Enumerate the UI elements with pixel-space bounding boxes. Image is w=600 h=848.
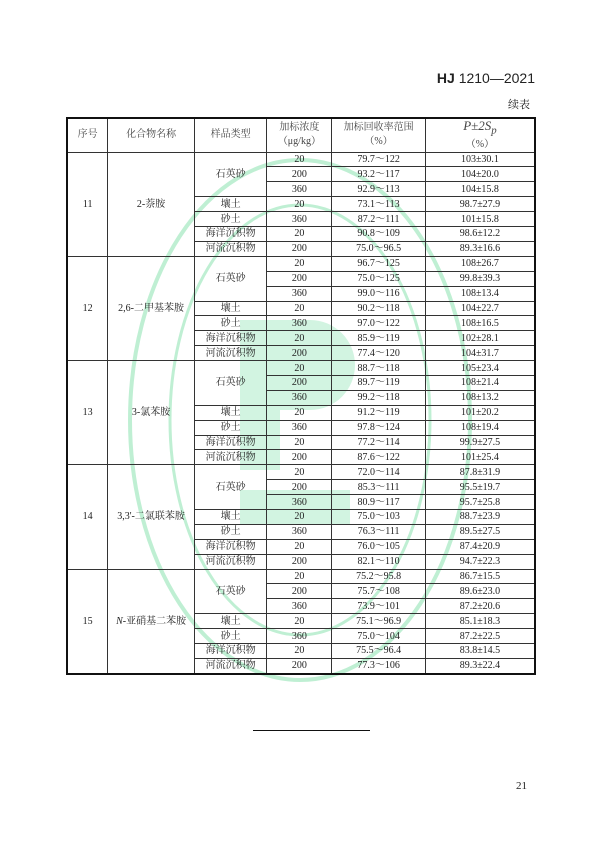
cell-concentration: 200 <box>267 450 332 465</box>
cell-recovery-range: 75.1～96.9 <box>332 614 426 629</box>
cell-concentration: 20 <box>267 361 332 376</box>
cell-concentration: 360 <box>267 182 332 197</box>
cell-mean-recovery: 108±13.4 <box>425 286 535 301</box>
cell-sample-type: 河流沉积物 <box>194 450 267 465</box>
cell-sample-type: 河流沉积物 <box>194 346 267 361</box>
table-row <box>67 569 535 584</box>
cell-concentration: 20 <box>267 569 332 584</box>
cell-mean-recovery: 95.5±19.7 <box>425 480 535 495</box>
cell-concentration: 200 <box>267 658 332 673</box>
table-row <box>67 361 535 376</box>
cell-mean-recovery: 89.6±23.0 <box>425 584 535 599</box>
cell-mean-recovery: 98.6±12.2 <box>425 227 535 242</box>
cell-mean-recovery: 87.2±20.6 <box>425 599 535 614</box>
cell-mean-recovery: 101±15.8 <box>425 212 535 227</box>
cell-sample-type: 壤土 <box>194 301 267 316</box>
cell-recovery-range: 77.2～114 <box>332 435 426 450</box>
cell-mean-recovery: 89.3±22.4 <box>425 658 535 673</box>
col-concentration: 加标浓度 （μg/kg） <box>267 118 332 152</box>
cell-recovery-range: 92.9～113 <box>332 182 426 197</box>
cell-recovery-range: 73.1～113 <box>332 197 426 212</box>
cell-mean-recovery: 87.8±31.9 <box>425 465 535 480</box>
cell-mean-recovery: 105±23.4 <box>425 361 535 376</box>
cell-concentration: 200 <box>267 346 332 361</box>
cell-sample-type: 石英砂 <box>194 256 267 301</box>
cell-concentration: 20 <box>267 227 332 242</box>
cell-sample-type: 河流沉积物 <box>194 554 267 569</box>
cell-recovery-range: 76.3～111 <box>332 524 426 539</box>
cell-sample-type: 海洋沉积物 <box>194 331 267 346</box>
cell-sample-type: 海洋沉积物 <box>194 435 267 450</box>
cell-mean-recovery: 108±26.7 <box>425 256 535 271</box>
cell-sample-type: 河流沉积物 <box>194 658 267 673</box>
cell-recovery-range: 82.1～110 <box>332 554 426 569</box>
cell-concentration: 360 <box>267 212 332 227</box>
cell-concentration: 20 <box>267 301 332 316</box>
cell-recovery-range: 91.2～119 <box>332 405 426 420</box>
col-sample-type: 样品类型 <box>194 118 267 152</box>
cell-concentration: 200 <box>267 241 332 256</box>
cell-recovery-range: 72.0～114 <box>332 465 426 480</box>
cell-mean-recovery: 87.4±20.9 <box>425 539 535 554</box>
cell-concentration: 20 <box>267 614 332 629</box>
cell-mean-recovery: 89.5±27.5 <box>425 524 535 539</box>
cell-mean-recovery: 108±16.5 <box>425 316 535 331</box>
cell-concentration: 20 <box>267 435 332 450</box>
col-no: 序号 <box>67 118 108 152</box>
cell-mean-recovery: 95.7±25.8 <box>425 495 535 510</box>
cell-concentration: 360 <box>267 420 332 435</box>
cell-sample-type: 石英砂 <box>194 465 267 510</box>
cell-mean-recovery: 104±15.8 <box>425 182 535 197</box>
cell-mean-recovery: 98.7±27.9 <box>425 197 535 212</box>
cell-mean-recovery: 104±20.0 <box>425 167 535 182</box>
cell-recovery-range: 99.2～118 <box>332 390 426 405</box>
cell-recovery-range: 87.6～122 <box>332 450 426 465</box>
continued-label: 续表 <box>508 99 530 111</box>
cell-mean-recovery: 108±19.4 <box>425 420 535 435</box>
cell-no: 13 <box>67 361 108 465</box>
cell-recovery-range: 75.0～96.5 <box>332 241 426 256</box>
cell-concentration: 200 <box>267 584 332 599</box>
cell-no: 15 <box>67 569 108 674</box>
cell-compound: 2,6-二甲基苯胺 <box>108 256 195 360</box>
cell-mean-recovery: 83.8±14.5 <box>425 643 535 658</box>
cell-recovery-range: 73.9～101 <box>332 599 426 614</box>
cell-concentration: 200 <box>267 167 332 182</box>
cell-concentration: 200 <box>267 480 332 495</box>
cell-no: 14 <box>67 465 108 569</box>
col-recovery-range: 加标回收率范围 （%） <box>332 118 426 152</box>
cell-recovery-range: 75.0～104 <box>332 629 426 644</box>
cell-compound: N-亚硝基二苯胺 <box>108 569 195 674</box>
cell-sample-type: 石英砂 <box>194 152 267 197</box>
cell-recovery-range: 75.7～108 <box>332 584 426 599</box>
cell-recovery-range: 79.7～122 <box>332 152 426 167</box>
cell-sample-type: 砂土 <box>194 212 267 227</box>
table-row <box>67 256 535 271</box>
recovery-table <box>66 117 536 675</box>
cell-concentration: 360 <box>267 495 332 510</box>
cell-concentration: 360 <box>267 599 332 614</box>
cell-sample-type: 河流沉积物 <box>194 241 267 256</box>
cell-concentration: 20 <box>267 331 332 346</box>
cell-recovery-range: 90.2～118 <box>332 301 426 316</box>
footer-rule <box>253 730 370 731</box>
cell-mean-recovery: 89.3±16.6 <box>425 241 535 256</box>
cell-concentration: 20 <box>267 643 332 658</box>
cell-sample-type: 海洋沉积物 <box>194 227 267 242</box>
cell-sample-type: 石英砂 <box>194 361 267 406</box>
col-compound: 化合物名称 <box>108 118 195 152</box>
cell-concentration: 360 <box>267 629 332 644</box>
cell-mean-recovery: 102±28.1 <box>425 331 535 346</box>
cell-concentration: 360 <box>267 286 332 301</box>
cell-recovery-range: 75.2～95.8 <box>332 569 426 584</box>
cell-sample-type: 壤土 <box>194 614 267 629</box>
cell-sample-type: 壤土 <box>194 509 267 524</box>
cell-concentration: 20 <box>267 152 332 167</box>
cell-sample-type: 砂土 <box>194 629 267 644</box>
cell-sample-type: 壤土 <box>194 197 267 212</box>
cell-recovery-range: 80.9～117 <box>332 495 426 510</box>
cell-mean-recovery: 101±20.2 <box>425 405 535 420</box>
cell-concentration: 20 <box>267 197 332 212</box>
cell-mean-recovery: 88.7±23.9 <box>425 509 535 524</box>
cell-recovery-range: 85.9～119 <box>332 331 426 346</box>
cell-concentration: 200 <box>267 271 332 286</box>
table-header <box>67 118 535 152</box>
cell-concentration: 200 <box>267 554 332 569</box>
cell-mean-recovery: 87.2±22.5 <box>425 629 535 644</box>
cell-concentration: 200 <box>267 375 332 390</box>
cell-recovery-range: 90.8～109 <box>332 227 426 242</box>
cell-mean-recovery: 108±21.4 <box>425 375 535 390</box>
cell-recovery-range: 76.0～105 <box>332 539 426 554</box>
standard-code: HJ 1210—2021 <box>436 70 535 86</box>
cell-mean-recovery: 104±31.7 <box>425 346 535 361</box>
cell-recovery-range: 89.7～119 <box>332 375 426 390</box>
cell-sample-type: 砂土 <box>194 316 267 331</box>
cell-recovery-range: 96.7～125 <box>332 256 426 271</box>
cell-recovery-range: 99.0～116 <box>332 286 426 301</box>
cell-sample-type: 海洋沉积物 <box>194 539 267 554</box>
cell-recovery-range: 75.0～103 <box>332 509 426 524</box>
cell-mean-recovery: 101±25.4 <box>425 450 535 465</box>
cell-concentration: 360 <box>267 390 332 405</box>
cell-concentration: 360 <box>267 524 332 539</box>
cell-sample-type: 石英砂 <box>194 569 267 614</box>
table-row <box>67 465 535 480</box>
cell-recovery-range: 75.5～96.4 <box>332 643 426 658</box>
cell-recovery-range: 77.3～106 <box>332 658 426 673</box>
cell-sample-type: 海洋沉积物 <box>194 643 267 658</box>
cell-recovery-range: 97.8～124 <box>332 420 426 435</box>
cell-concentration: 20 <box>267 509 332 524</box>
cell-no: 11 <box>67 152 108 256</box>
cell-mean-recovery: 85.1±18.3 <box>425 614 535 629</box>
cell-recovery-range: 88.7～118 <box>332 361 426 376</box>
cell-mean-recovery: 104±22.7 <box>425 301 535 316</box>
cell-sample-type: 砂土 <box>194 524 267 539</box>
page-number: 21 <box>516 780 527 792</box>
cell-compound: 3,3'-二氯联苯胺 <box>108 465 195 569</box>
cell-recovery-range: 77.4～120 <box>332 346 426 361</box>
col-mean-recovery: $P\pm 2S_p$ （%） <box>425 118 535 152</box>
cell-mean-recovery: 103±30.1 <box>425 152 535 167</box>
cell-mean-recovery: 99.8±39.3 <box>425 271 535 286</box>
cell-compound: 3-氯苯胺 <box>108 361 195 465</box>
cell-concentration: 360 <box>267 316 332 331</box>
cell-mean-recovery: 86.7±15.5 <box>425 569 535 584</box>
cell-concentration: 20 <box>267 405 332 420</box>
cell-recovery-range: 97.0～122 <box>332 316 426 331</box>
cell-mean-recovery: 94.7±22.3 <box>425 554 535 569</box>
cell-recovery-range: 85.3～111 <box>332 480 426 495</box>
cell-concentration: 20 <box>267 539 332 554</box>
cell-recovery-range: 75.0～125 <box>332 271 426 286</box>
cell-mean-recovery: 99.9±27.5 <box>425 435 535 450</box>
cell-recovery-range: 93.2～117 <box>332 167 426 182</box>
table-row <box>67 152 535 167</box>
cell-concentration: 20 <box>267 256 332 271</box>
cell-mean-recovery: 108±13.2 <box>425 390 535 405</box>
cell-concentration: 20 <box>267 465 332 480</box>
cell-compound: 2-萘胺 <box>108 152 195 256</box>
cell-recovery-range: 87.2～111 <box>332 212 426 227</box>
cell-sample-type: 砂土 <box>194 420 267 435</box>
cell-no: 12 <box>67 256 108 360</box>
cell-sample-type: 壤土 <box>194 405 267 420</box>
